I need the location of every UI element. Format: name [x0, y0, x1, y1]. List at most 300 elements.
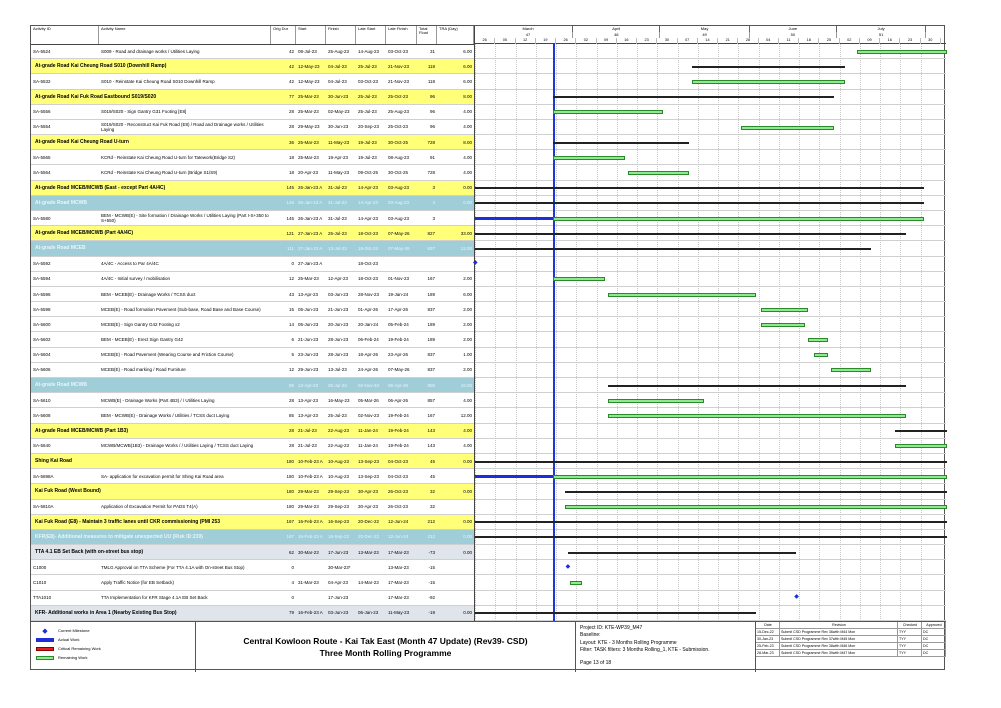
orig-dur: 79 — [288, 610, 294, 616]
late-start: 09-Oct-25 — [358, 170, 379, 176]
table-row-cells — [31, 378, 474, 392]
total-float: 167 — [427, 412, 435, 418]
activity-name: MCEB(E) - Road marking / Road Furniture — [101, 367, 186, 373]
week-gridline — [738, 44, 739, 621]
tra-days: 0.00 — [463, 200, 472, 206]
orig-dur: 145 — [286, 185, 294, 191]
summary-bar — [475, 202, 924, 204]
activity-name: Kai Fuk Road (E8) - Maintain 3 traffic lanes until CKR commissioning (PMI 253 — [35, 518, 221, 525]
late-finish: 13-Mar-23 — [388, 564, 409, 570]
finish-date: 30-Mar-23* — [328, 564, 351, 570]
activity-id: SA-5608 — [33, 412, 51, 418]
table-row-cells — [31, 150, 474, 164]
legend-label: Remaining Work — [58, 655, 88, 660]
activity-name: MCWB(E) - Drainage Works (Part 4B3) / / Utilities Laying — [101, 397, 215, 403]
data-date-line — [553, 44, 555, 621]
late-start: 05-Mar-26 — [358, 397, 379, 403]
start-date: 16-Feb-23 A — [298, 610, 323, 616]
week-gridline — [495, 44, 496, 621]
total-float: 837 — [427, 306, 435, 312]
finish-date — [326, 257, 356, 271]
late-finish: 06-Apr-26 — [388, 397, 409, 403]
milestone-marker: ◆ — [565, 563, 571, 570]
activity-name: KFR(E8)- Additional measures to mitigate unexpected UU (Risk ID:239) — [35, 533, 203, 540]
finish-date: 22-Aug-23 — [328, 428, 350, 434]
remaining-work-bar — [808, 338, 828, 342]
finish-date: 16-May-23 — [328, 397, 350, 403]
total-float: 800 — [427, 382, 435, 388]
start-date: 16-Feb-23 A — [298, 534, 323, 540]
activity-id: SA-5524 — [33, 48, 51, 54]
late-start: 30-Apr-23 — [358, 504, 379, 510]
tra-days: 4.00 — [463, 109, 472, 115]
orig-dur: 145 — [286, 200, 294, 206]
table-row-cells — [31, 302, 474, 316]
project-id: Project ID: KTE-WP39_M47 — [580, 625, 643, 631]
late-finish: 17-Mar-23 — [388, 595, 409, 601]
week-start-label: 23 — [900, 38, 920, 44]
activity-id: SA-5600 — [33, 321, 51, 327]
late-finish: 17-Apr-26 — [388, 306, 409, 312]
tra-days: 0.00 — [463, 185, 472, 191]
month-week-number: 49 — [660, 32, 750, 38]
late-finish: 03-Aug-23 — [388, 215, 410, 221]
tra-days: 0.00 — [463, 488, 472, 494]
activity-id: SA-5564 — [33, 170, 51, 176]
total-float: 728 — [427, 170, 435, 176]
table-row-cells — [31, 257, 474, 271]
activity-name: MCEB(E) - Sign Gantry G42 Footing x2 — [101, 321, 180, 327]
late-start: 14-Aug-23 — [358, 48, 380, 54]
late-start: 06-Feb-24 — [358, 337, 379, 343]
late-finish: 11-May-23 — [388, 610, 410, 616]
activity-name: BEM - MCEB(E) - Erect Sign Gantry G42 — [101, 337, 184, 343]
activity-name: 4A/4C - Access to Par 4A/4C — [101, 261, 159, 267]
orig-dur: 62 — [288, 549, 294, 555]
activity-id: SA-5556 — [33, 109, 51, 115]
table-row-cells — [31, 44, 474, 58]
table-row-cells — [31, 211, 474, 225]
revision-header-cell: Date — [756, 622, 780, 629]
orig-dur: 0 — [291, 595, 294, 601]
milestone-icon: ◆ — [42, 627, 48, 635]
tra-days: 6.00 — [463, 78, 472, 84]
revision-chk: TYY — [898, 650, 922, 657]
finish-date: 16-Sep-23 — [328, 519, 350, 525]
total-float: 45 — [429, 473, 435, 479]
start-date: 13-Apr-23 — [298, 382, 319, 388]
filter-name: Filter: TASK filters: 3 Months Rolling_1, KTE - Submission. — [580, 646, 710, 653]
week-gridline — [900, 44, 901, 621]
activity-name: Application of Excavation Permit for PADS T4(A) — [101, 504, 198, 510]
table-row-cells — [31, 348, 474, 362]
remaining-work-bar — [553, 277, 605, 281]
orig-dur: 180 — [286, 458, 294, 464]
col-orig-dur[interactable]: Orig Dur — [271, 26, 296, 44]
week-gridline — [860, 44, 861, 621]
table-row-cells — [31, 484, 474, 498]
late-start: 14-Apr-23 — [358, 185, 379, 191]
late-start: 20-Sep-23 — [358, 124, 380, 130]
total-float: 837 — [427, 352, 435, 358]
summary-bar — [565, 491, 947, 493]
table-row-cells — [31, 241, 474, 255]
total-float: 212 — [427, 519, 435, 525]
activity-name: TTA Implementation for KFR Stage 4.1A EB Set Back — [101, 595, 208, 601]
tra-days: 0.00 — [463, 519, 472, 525]
orig-dur: 36 — [288, 139, 294, 145]
total-float: 3 — [432, 200, 435, 206]
start-date: 26-Jan-23 A — [298, 185, 323, 191]
col-total-float[interactable]: Total Float — [417, 26, 437, 44]
late-start: 11-Jan-24 — [358, 443, 378, 449]
remaining-work-bar — [895, 444, 947, 448]
week-start-label: 14 — [698, 38, 718, 44]
schedule-sheet — [30, 25, 945, 670]
revision-date: 15-Dec-22 — [756, 629, 780, 636]
revision-rev: Submit CSD Programme Rev 37with M45 Mon — [780, 636, 898, 643]
late-start — [356, 560, 386, 574]
late-start: 24-Apr-26 — [358, 367, 379, 373]
remaining-work-bar — [570, 581, 582, 585]
finish-date: 29-Sep-23 — [328, 488, 350, 494]
finish-date: 04-Jul-23 — [328, 63, 347, 69]
activity-name: Apply Traffic Notice (for EB Setback) — [101, 580, 174, 586]
start-date: 30-Mar-23 — [298, 549, 319, 555]
total-float: 189 — [427, 337, 435, 343]
orig-dur: 12 — [288, 367, 294, 373]
activity-name: S019/S020 - Sign Gantry G31 Footing [E8] — [101, 109, 187, 115]
finish-date: 16-Sep-23 — [328, 534, 350, 540]
actual-work-bar — [475, 217, 553, 220]
late-finish: 26-Oct-23 — [388, 488, 409, 494]
week-start-label: 18 — [799, 38, 819, 44]
finish-date: 25-Jul-23 — [328, 412, 347, 418]
finish-date: 31-Jul-23 — [328, 200, 347, 206]
week-gridline — [556, 44, 557, 621]
week-start-label: 12 — [516, 38, 536, 44]
start-date: 13-Apr-23 — [298, 291, 319, 297]
finish-date: 30-Jun-23 — [328, 94, 349, 100]
table-row-cells — [31, 515, 474, 529]
start-date: 29-Mar-23 — [298, 504, 319, 510]
start-date: 21-Jul-23 — [298, 443, 317, 449]
start-date: 13-Apr-23 — [298, 412, 319, 418]
start-date: 26-Jan-23 A — [298, 215, 323, 221]
revision-rev: Submit CSD Programme Rev 38with M46 Mon — [780, 643, 898, 650]
activity-name: MCEB(E) - Road formation Pavement (Sub-base, Road Base and Base Course) — [101, 306, 261, 312]
tra-days: 8.00 — [463, 94, 472, 100]
legend — [31, 622, 196, 672]
late-finish: 06-Apr-26 — [388, 382, 409, 388]
table-row-cells — [31, 500, 474, 514]
finish-date: 25-Aug-23 — [328, 48, 350, 54]
month-label: June — [750, 26, 837, 32]
orig-dur: 180 — [286, 488, 294, 494]
table-row-cells — [31, 90, 474, 104]
activity-name: At-grade Road Kai Cheung Road S010 (Downhill Ramp) — [35, 63, 167, 70]
late-finish: 19-Jan-24 — [388, 291, 409, 297]
activity-name: KFR- Additional works in Area 1 (Nearby Existing Bus Stop) — [35, 609, 177, 616]
week-gridline — [597, 44, 598, 621]
total-float: 91 — [429, 154, 435, 160]
late-start: 20-Dec-22 — [358, 519, 380, 525]
late-start: 14-Mar-23 — [358, 580, 379, 586]
report-subtitle: Three Month Rolling Programme — [319, 648, 452, 658]
revision-header-cell: Revision — [780, 622, 898, 629]
finish-date: 25-Jul-23 — [328, 230, 347, 236]
remaining-work-bar — [761, 323, 804, 327]
finish-date: 20-Jun-23 — [328, 321, 349, 327]
late-start: 18-Apr-26 — [358, 352, 379, 358]
late-finish: 04-Oct-23 — [388, 458, 409, 464]
milestone-marker: ◆ — [473, 260, 478, 267]
activity-id: SA-5606 — [33, 367, 51, 373]
total-float — [417, 257, 437, 271]
start-date — [296, 591, 326, 605]
start-date: 16-Feb-23 A — [298, 519, 323, 525]
finish-date: 11-May-23 — [328, 139, 350, 145]
remaining-work-bar — [565, 505, 947, 509]
start-date: 25-Mar-23 — [298, 109, 319, 115]
tra-days — [437, 560, 474, 574]
activity-id: SA-5580 — [33, 215, 51, 221]
late-finish: 17-Mar-23 — [388, 549, 409, 555]
week-gridline — [799, 44, 800, 621]
title-block — [196, 622, 576, 672]
late-finish: 26-Oct-23 — [388, 504, 409, 510]
week-start-label: 09 — [860, 38, 880, 44]
orig-dur: 180 — [286, 473, 294, 479]
tra-days: 12.00 — [460, 245, 472, 251]
total-float: 837 — [427, 367, 435, 373]
baseline: Baseline: — [580, 632, 601, 639]
orig-dur: 18 — [288, 154, 294, 160]
revision-header-cell: Approved — [922, 622, 946, 629]
finish-date: 22-Aug-23 — [328, 443, 350, 449]
remaining-work-swatch — [36, 656, 54, 660]
total-float: 3 — [432, 215, 435, 221]
activity-id: SA-5565 — [33, 154, 51, 160]
finish-date: 13-Jul-23 — [328, 245, 347, 251]
orig-dur: 28 — [288, 109, 294, 115]
finish-date: 12-Apr-23 — [328, 276, 349, 282]
week-gridline — [637, 44, 638, 621]
month-week-number: 51 — [837, 32, 927, 38]
late-finish: 25-Oct-23 — [388, 124, 409, 130]
layout-name: Layout: KTE - 3 Months Rolling Programme — [580, 639, 677, 646]
activity-name: At-grade Road MCWB — [35, 382, 87, 389]
summary-bar — [475, 187, 924, 189]
orig-dur: 180 — [286, 504, 294, 510]
table-row-cells — [31, 408, 474, 422]
late-finish: 30-Oct-25 — [388, 170, 409, 176]
table-row-cells — [31, 74, 474, 88]
remaining-work-bar — [553, 156, 625, 160]
revision-chk: TYY — [898, 629, 922, 636]
total-float: 189 — [427, 321, 435, 327]
start-date: 31-Mar-23 — [298, 580, 319, 586]
week-gridline — [698, 44, 699, 621]
finish-date: 31-Jul-23 — [328, 215, 347, 221]
week-gridline — [880, 44, 881, 621]
late-start: 20-Dec-22 — [358, 534, 380, 540]
total-float: -19 — [428, 610, 435, 616]
start-date: 25-Mar-23 — [298, 276, 319, 282]
start-date: 12-May-23 — [298, 63, 320, 69]
total-float: 837 — [427, 245, 435, 251]
orig-dur: 167 — [286, 534, 294, 540]
tra-days: 2.00 — [463, 276, 472, 282]
late-start: 02-Nov-23 — [358, 382, 380, 388]
start-date: 27-Jan-23 A — [298, 245, 323, 251]
week-gridline — [759, 44, 760, 621]
table-row-cells — [31, 469, 474, 483]
activity-name: BEM - MCWB(E) - Site formation / Drainage Works / Utilities Laying (Part I-S+350 to S+550) — [101, 212, 269, 224]
activity-id: SA-5598 — [33, 306, 51, 312]
late-start: 30-Apr-23 — [358, 488, 379, 494]
summary-bar — [475, 521, 947, 523]
col-late-start[interactable]: Late Start — [356, 26, 386, 44]
late-finish — [386, 257, 417, 271]
col-late-finish[interactable]: Late Finish — [386, 26, 417, 44]
col-tra[interactable]: TRA (Day) — [437, 26, 474, 44]
activity-name: At-grade Road MCEB/MCWB (Part 4A/4C) — [35, 230, 134, 237]
table-row-cells — [31, 591, 474, 605]
col-activity-id[interactable]: Activity ID — [31, 26, 99, 44]
revision-chk: TYY — [898, 636, 922, 643]
late-start: 18-Oct-23 — [358, 245, 379, 251]
activity-id: SA-5532 — [33, 78, 51, 84]
week-start-label: 16 — [880, 38, 900, 44]
finish-date: 29-Sep-23 — [328, 504, 350, 510]
week-start-label: 09 — [597, 38, 617, 44]
late-finish: 19-Feb-24 — [388, 443, 409, 449]
late-start: 18-Oct-23 — [358, 261, 379, 267]
table-row-cells — [31, 530, 474, 544]
finish-date: 19-Apr-23 — [328, 154, 349, 160]
summary-bar — [895, 430, 947, 432]
summary-bar — [608, 385, 906, 387]
late-start: 25-Jul-23 — [358, 94, 377, 100]
finish-date: 03-Jun-23 — [328, 610, 349, 616]
total-float: -92 — [428, 595, 435, 601]
col-finish[interactable]: Finish — [326, 26, 356, 44]
tra-days: 2.00 — [463, 337, 472, 343]
week-gridline — [657, 44, 658, 621]
page-number: Page 13 of 18 — [580, 660, 612, 666]
revision-table — [756, 622, 946, 672]
table-row-cells — [31, 120, 474, 134]
activity-name: At-grade Road MCWB — [35, 199, 87, 206]
activity-id: SA-5698A — [33, 473, 54, 479]
late-start: 19-Jul-23 — [358, 154, 377, 160]
activity-name: KCRd - Reinstate Kai Cheung Road U-turn (Bridge S1/S9) — [101, 170, 218, 176]
revision-row — [756, 643, 946, 650]
tra-days: 4.00 — [463, 154, 472, 160]
activity-id: C1010 — [33, 580, 47, 586]
tra-days: 2.00 — [463, 306, 472, 312]
tra-days: 12.00 — [460, 412, 472, 418]
remaining-work-bar — [857, 50, 947, 54]
orig-dur: 43 — [288, 291, 294, 297]
tra-days: 4.00 — [463, 124, 472, 130]
late-start: 06-Jan-23 — [358, 610, 379, 616]
activity-name: BEM - MCEB(E) - Drainage Works / TCSS duct — [101, 291, 196, 297]
month-label: March — [484, 26, 574, 32]
late-start: 01-Apr-26 — [358, 306, 379, 312]
table-row-cells — [31, 560, 474, 574]
total-float: 189 — [427, 291, 435, 297]
late-finish: 12-Jun-24 — [388, 534, 409, 540]
activity-name: KCRd - Reinstate Kai Cheung Road U-turn for Tatework(Bridge S2) — [101, 154, 235, 160]
late-finish: 08-Aug-23 — [388, 154, 410, 160]
orig-dur: 0 — [291, 564, 294, 570]
summary-bar — [475, 233, 906, 235]
revision-app: DC — [922, 643, 946, 650]
remaining-work-bar — [608, 414, 906, 418]
total-float: 3 — [432, 185, 435, 191]
total-float: 96 — [429, 109, 435, 115]
late-finish: 04-Oct-23 — [388, 473, 409, 479]
week-start-label: 02 — [576, 38, 596, 44]
orig-dur: 0 — [291, 261, 294, 267]
finish-date: 10-Aug-23 — [328, 473, 350, 479]
week-start-label: 25 — [819, 38, 839, 44]
total-float: 96 — [429, 124, 435, 130]
col-start[interactable]: Start — [296, 26, 326, 44]
finish-date: 21-Jun-23 — [328, 306, 349, 312]
week-start-label: 16 — [617, 38, 637, 44]
total-float: 45 — [429, 458, 435, 464]
late-start: 25-Jul-23 — [358, 109, 377, 115]
month-label: April — [573, 26, 660, 32]
remaining-work-bar — [692, 80, 845, 84]
start-date: 10-Feb-23 A — [298, 458, 323, 464]
col-activity-name[interactable]: Activity Name — [99, 26, 271, 44]
table-row-cells — [31, 196, 474, 210]
activity-name: At-grade Road MCEB/MCWB (Part 1B3) — [35, 427, 129, 434]
table-row-cells — [31, 165, 474, 179]
actual-work-swatch — [36, 638, 54, 642]
start-date: 27-Jan-23 A — [298, 230, 323, 236]
late-finish: 25-Oct-23 — [388, 94, 409, 100]
tra-days — [437, 500, 474, 514]
activity-id: TTA1010 — [33, 595, 52, 601]
table-row-cells — [31, 272, 474, 286]
table-row-cells — [31, 226, 474, 240]
activity-name: TMLG Approval on TTA Scheme (For TTA 4.1A with On-street Bus Stop) — [101, 564, 245, 570]
late-finish: 21-Nov-23 — [388, 78, 410, 84]
start-date: 25-Mar-23 — [298, 154, 319, 160]
week-gridline — [921, 44, 922, 621]
revision-app: DC — [922, 629, 946, 636]
start-date — [296, 560, 326, 574]
late-finish: 23-Apr-26 — [388, 352, 409, 358]
late-finish: 07-May-26 — [388, 230, 410, 236]
table-row-cells — [31, 59, 474, 73]
total-float: 31 — [429, 48, 435, 54]
activity-name: S010 - Reinstate Kai Cheung Road S010 Downhill Ramp — [101, 78, 215, 84]
finish-date: 13-Jul-23 — [328, 367, 347, 373]
total-float: 857 — [427, 397, 435, 403]
late-start: 02-Nov-23 — [358, 412, 380, 418]
late-finish: 30-Oct-25 — [388, 139, 409, 145]
week-gridline — [718, 44, 719, 621]
month-label: May — [660, 26, 750, 32]
activity-name: At-grade Road MCEB/MCWB (East - except Part 4A/4C) — [35, 184, 166, 191]
legend-label: Current Milestone — [58, 628, 90, 633]
